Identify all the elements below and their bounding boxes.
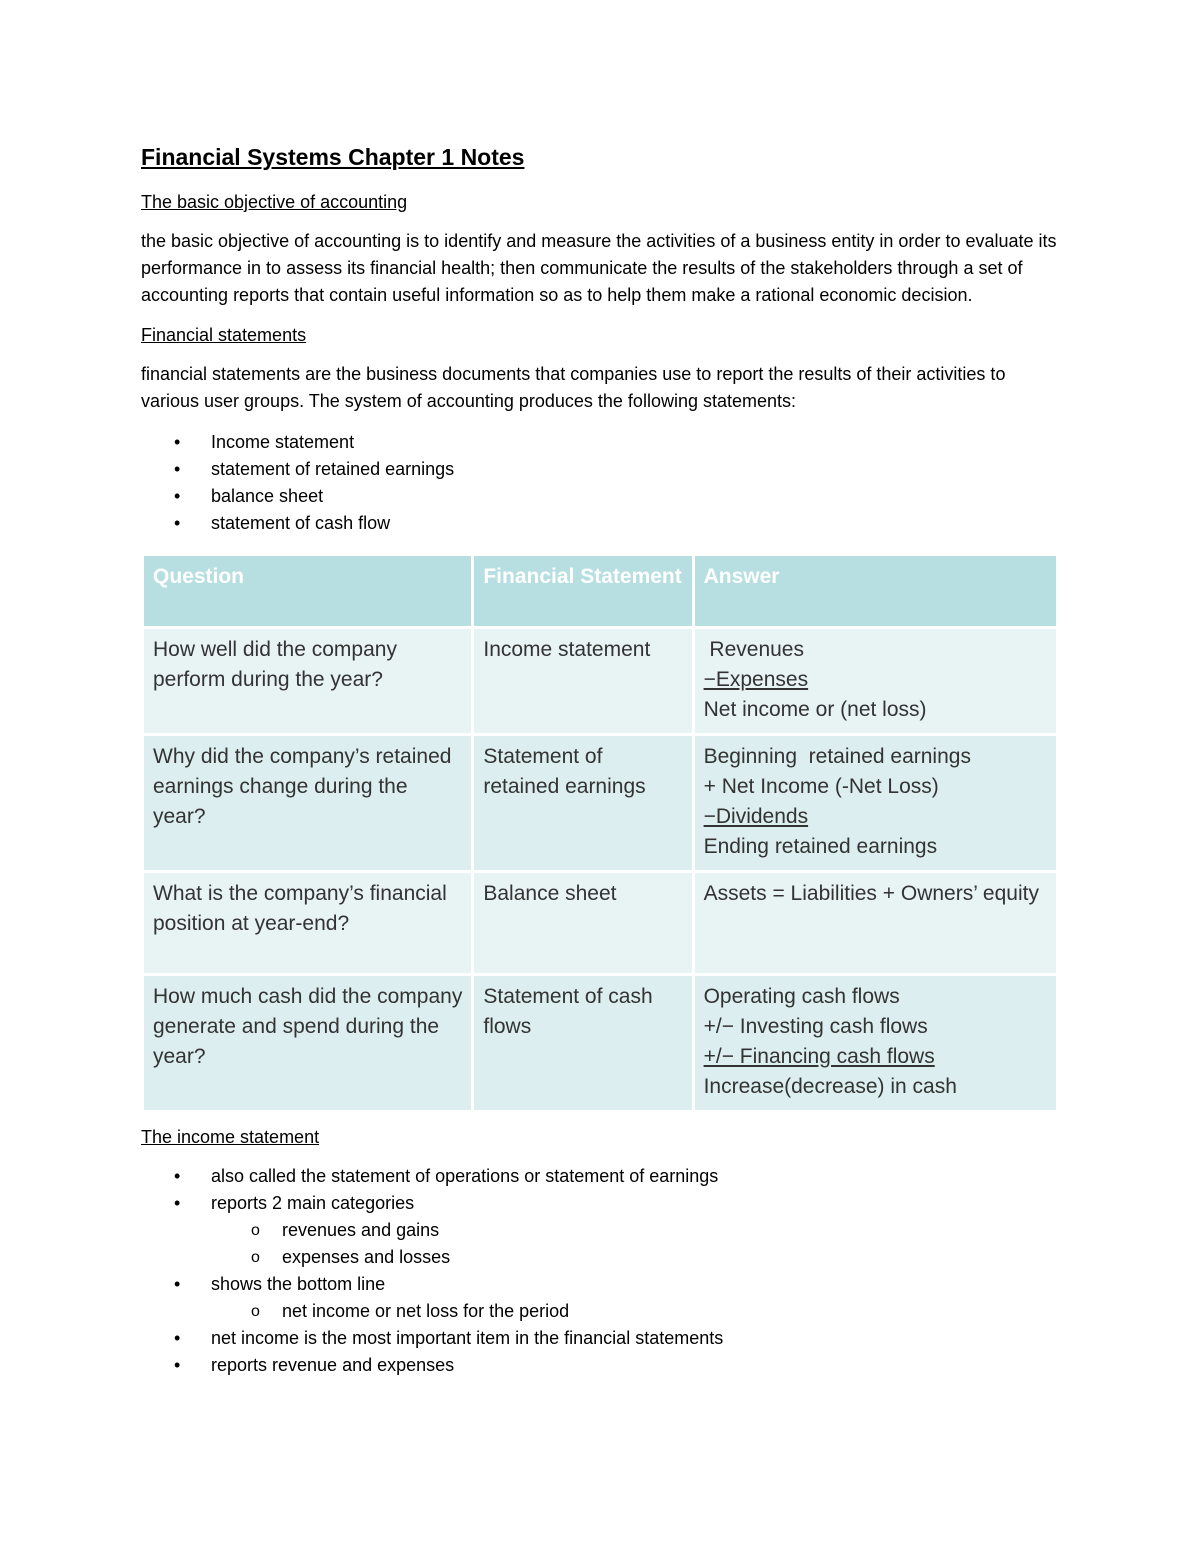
financial-statements-paragraph: financial statements are the business documents that companies use to report the results of their activities to various user groups. The system of accounting produces the following statements: [141,364,1006,411]
question-cell: Why did the company’s retained earnings change during the year? [143,735,473,872]
bullet-icon: • [174,432,181,452]
list-item [141,456,1061,483]
sub-bullet-icon: o [251,1222,260,1239]
list-item-text: shows the bottom line [211,1274,386,1294]
page-title: Financial Systems Chapter 1 Notes [141,144,525,170]
list-item-text: balance sheet [211,486,324,506]
header-question: Question [143,555,473,628]
table-row [143,975,1058,1112]
answer-line [704,1042,1047,1072]
answer-line [704,665,1047,695]
section-heading-objective: The basic objective of accounting [141,192,408,212]
statement-cell: Balance sheet [473,872,693,975]
section-heading-financial-statements: Financial statements [141,325,307,345]
answer-line: Operating cash flows [703,985,900,1008]
list-item [141,483,1061,510]
list-item [141,1190,1061,1217]
table-row [143,735,1058,872]
list-item [141,1352,1061,1379]
bullet-icon: • [174,1355,181,1375]
sub-bullet-icon: o [251,1303,260,1320]
question-cell: How well did the company perform during the year? [143,628,473,735]
table-row [143,872,1058,975]
statement-cell: Statement of retained earnings [473,735,693,872]
answer-cell [693,628,1057,735]
income-statement-list [141,1163,1061,1379]
list-item-text: statement of retained earnings [211,459,455,479]
list-item-text: statement of cash flow [211,513,391,533]
list-item-text: net income is the most important item in the financial statements [211,1328,724,1348]
answer-line: +/− Investing cash flows [703,1015,928,1038]
list-item [141,429,1061,456]
question-cell: How much cash did the company generate and spend during the year? [143,975,473,1112]
bullet-icon: • [174,513,181,533]
list-item-text: revenues and gains [282,1220,440,1240]
bullet-icon: • [174,1193,181,1213]
list-item-text: expenses and losses [282,1247,451,1267]
answer-line [704,802,1047,832]
list-item-text: reports 2 main categories [211,1193,415,1213]
list-item [141,1325,1061,1352]
sub-bullet-icon: o [251,1249,260,1266]
answer-line-text: −Dividends [703,805,809,828]
header-financial-statement: Financial Statement [473,555,693,628]
bullet-icon: • [174,1166,181,1186]
sub-list-item [141,1244,1061,1271]
question-cell: What is the company’s financial position at year-end? [143,872,473,975]
statement-cell: Statement of cash flows [473,975,693,1112]
document-content [141,142,1061,1379]
bullet-icon: • [174,486,181,506]
list-item-text: reports revenue and expenses [211,1355,455,1375]
answer-line: Revenues [703,638,804,661]
answer-line-text: −Expenses [703,668,809,691]
statements-list [141,429,1061,537]
header-answer: Answer [693,555,1057,628]
financial-statements-table [141,553,1059,1113]
list-item-text: also called the statement of operations or statement of earnings [211,1166,719,1186]
table-header-row [143,555,1058,628]
section-heading-income-statement: The income statement [141,1127,320,1147]
list-item-text: net income or net loss for the period [282,1301,570,1321]
bullet-icon: • [174,459,181,479]
answer-line: Beginning retained earnings [703,745,971,768]
list-item [141,510,1061,537]
answer-cell [693,872,1057,975]
list-item-text: Income statement [211,432,355,452]
answer-line: + Net Income (-Net Loss) [703,775,939,798]
answer-line: Ending retained earnings [703,835,938,858]
statement-cell: Income statement [473,628,693,735]
bullet-icon: • [174,1328,181,1348]
answer-cell [693,735,1057,872]
sub-list-item [141,1298,1061,1325]
answer-line: Net income or (net loss) [703,698,927,721]
bullet-icon: • [174,1274,181,1294]
answer-line: Increase(decrease) in cash [703,1075,957,1098]
objective-paragraph: the basic objective of accounting is to identify and measure the activities of a business entity in order to evaluate its performance in to assess its financial health; then communicate the results of the stakeholders through a set of accounting reports that contain useful information so as to help them make a rational economic decision. [141,231,1057,305]
answer-line: Assets = Liabilities + Owners’ equity [703,882,1039,905]
answer-line-text: +/− Financing cash flows [703,1045,935,1068]
answer-cell [693,975,1057,1112]
list-item [141,1271,1061,1298]
table-row [143,628,1058,735]
list-item [141,1163,1061,1190]
sub-list-item [141,1217,1061,1244]
